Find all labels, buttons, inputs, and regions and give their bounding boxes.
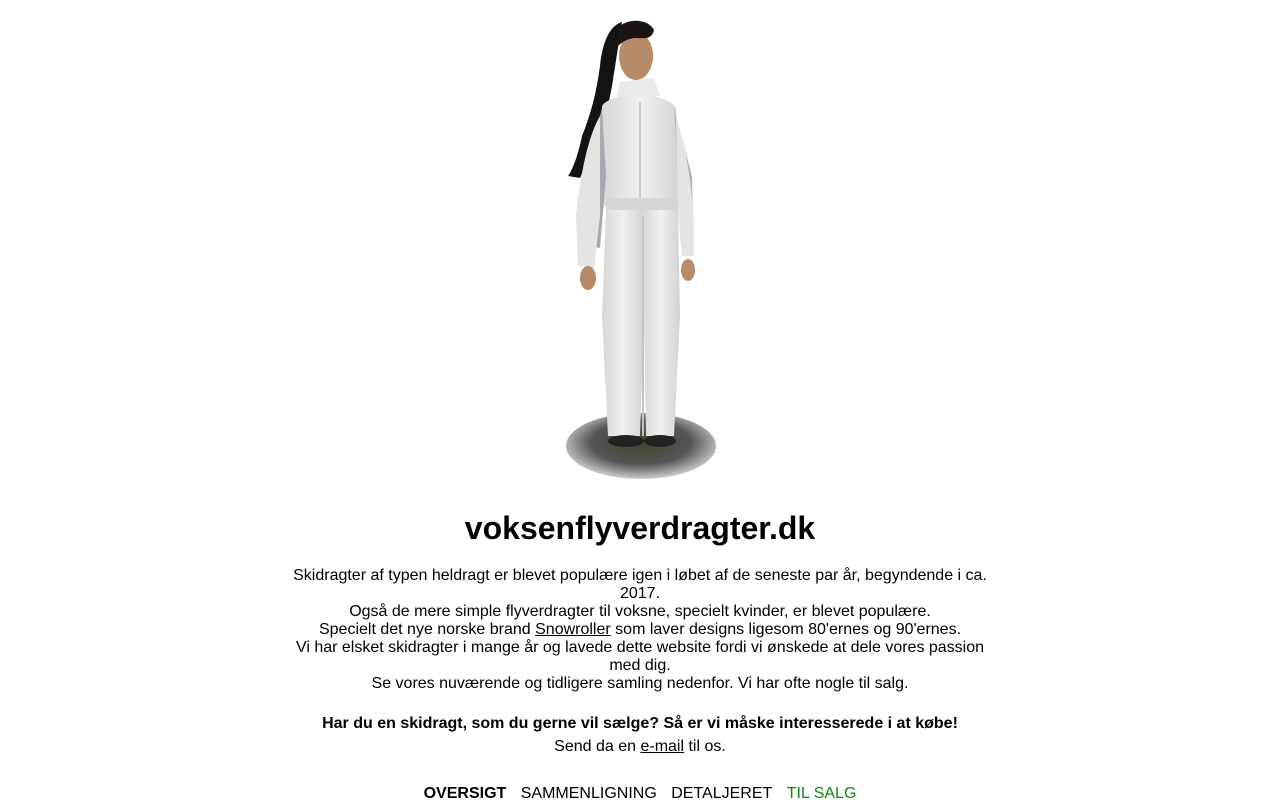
nav-item-til-salg[interactable]: TIL SALG: [786, 785, 857, 800]
intro-line-1: Skidragter af typen heldragt er blevet populære igen i løbet af de seneste par år, begyndende i ca. 2017.: [293, 567, 987, 602]
intro-line-5: Se vores nuværende og tidligere samling nedenfor. Vi har ofte nogle til salg.: [371, 675, 909, 692]
sell-question: Har du en skidragt, som du gerne vil sælge? Så er vi måske interesserede i at købe!: [322, 715, 958, 732]
sell-contact-before: Send da en: [554, 738, 641, 755]
intro-text: [290, 567, 990, 693]
nav-item-detaljeret[interactable]: DETALJERET: [671, 785, 773, 800]
main-nav: [0, 785, 1280, 800]
nav-item-oversigt[interactable]: OVERSIGT: [423, 785, 507, 800]
intro-line-3-after: som laver designs ligesom 80'ernes og 90'ernes.: [610, 621, 962, 638]
site-title: voksenflyverdragter.dk: [464, 510, 816, 546]
snowroller-link[interactable]: Snowroller: [535, 621, 611, 638]
intro-line-3: [290, 621, 990, 639]
intro-line-4: Vi har elsket skidragter i mange år og lavede dette website fordi vi ønskede at dele vores passion med dig.: [295, 639, 985, 674]
woman-in-ski-suit-image: [560, 16, 720, 482]
sell-contact-after: til os.: [684, 738, 726, 755]
intro-line-2: Også de mere simple flyverdragter til voksne, specielt kvinder, er blevet populære.: [349, 603, 931, 620]
intro-line-3-before: Specielt det nye norske brand: [318, 621, 536, 638]
nav-item-sammenligning[interactable]: SAMMENLIGNING: [520, 785, 657, 800]
email-link[interactable]: e-mail: [640, 738, 685, 755]
sell-contact: [0, 738, 1280, 756]
hero-photo: [560, 16, 720, 482]
